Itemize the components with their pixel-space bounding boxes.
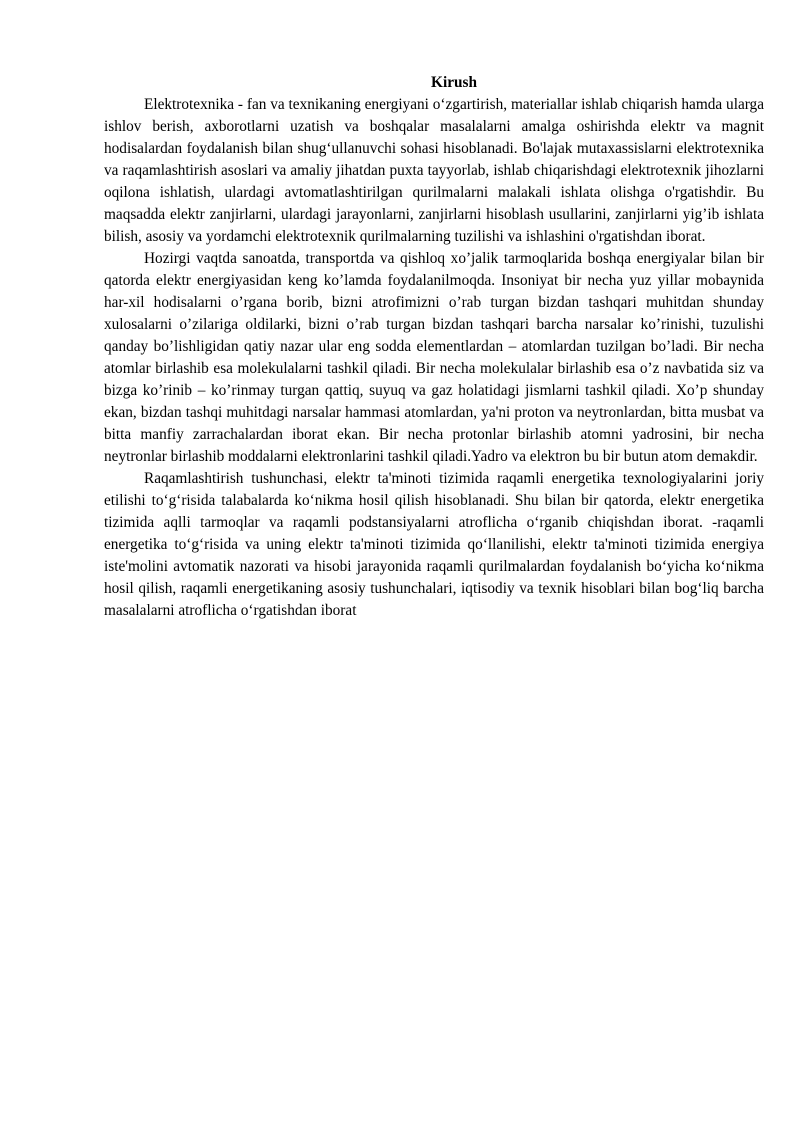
document-title: Kirush bbox=[431, 74, 477, 91]
paragraph-intro: Elektrotexnika - fan va texnikaning energiyani o‘zgartirish, materiallar ishlab chiqarish hamda ularga ishlov berish, axborotlarni uzatish va boshqalar masalalarni amalga oshirishda elektr va magnit hodisalardan foydalanish bilan shug‘ullanuvchi sohasi hisoblanadi. Bo'lajak mutaxassislarni elektrotexnika va raqamlashtirish asoslari va amaliy jihatdan puxta tayyorlab, ishlab chiqarishdagi elektrotexnik jihozlarni oqilona ishlatish, ulardagi avtomatlashtirilgan qurilmalarni malakali ishlata olishga o'rgatishdir. Bu maqsadda elektr zanjirlarni, ulardagi jarayonlarni, zanjirlarni hisoblash usullarini, zanjirlarni yig’ib ishlata bilish, asosiy va yordamchi elektrotexnik qurilmalarning tuzilishi va ishlashini o'rgatishdan iborat. bbox=[104, 96, 764, 245]
paragraph-digitalization: Raqamlashtirish tushunchasi, elektr ta'minoti tizimida raqamli energetika texnologiyalarini joriy etilishi to‘g‘risida talabalarda ko‘nikma hosil qilish hisoblanadi. Shu bilan bir qatorda, elektr energetika tizimida aqlli tarmoqlar va raqamli podstansiyalarni atroflicha o‘rganib chiqishdan iborat. -raqamli energetika to‘g‘risida va uning elektr ta'minoti tizimida qo‘llanilishi, elektr ta'minoti tizimida energiya iste'molini avtomatik nazorati va hisobi jarayonida raqamli qurilmalardan foydalanish bo‘yicha ko‘nikma hosil qilish, raqamli energetikaning asosiy tushunchalari, iqtisodiy va texnik hisoblari bilan bog‘liq barcha masalalarni atroflicha o‘rgatishdan iborat bbox=[104, 470, 764, 619]
paragraph-atoms: Hozirgi vaqtda sanoatda, transportda va qishloq xo’jalik tarmoqlarida boshqa energiyalar bilan bir qatorda elektr energiyasidan keng ko’lamda foydalanilmoqda. Insoniyat bir necha yuz yillar mobaynida har-xil hodisalarni o’rgana borib, bizni atrofimizni o’rab turgan bizdan tashqari muhitdan shunday xulosalarni o’zilariga oldilarki, bizni o’rab turgan bizdan tashqari barcha narsalar ko’rinishi, tuzulishi qanday bo’lishligidan qatiy nazar ular eng sodda elementlardan – atomlardan tuzilgan bo’ladi. Bir necha atomlar birlashib esa molekulalarni tashkil qiladi. Bir necha molekulalar birlashib esa o’z navbatida siz va bizga ko’rinib – ko’rinmay turgan qattiq, suyuq va gaz holatidagi jismlarni tashkil qiladi. Xo’p shunday ekan, bizdan tashqi muhitdagi narsalar hammasi atomlardan, ya'ni proton va neytronlardan, bitta musbat va bitta manfiy zarrachalardan iborat ekan. Bir necha protonlar birlashib atomni yadrosini, bir necha neytronlar birlashib moddalarni elektronlarini tashkil qiladi.Yadro va elektron bu bir butun atom demakdir. bbox=[104, 250, 764, 465]
document-page bbox=[104, 72, 764, 622]
